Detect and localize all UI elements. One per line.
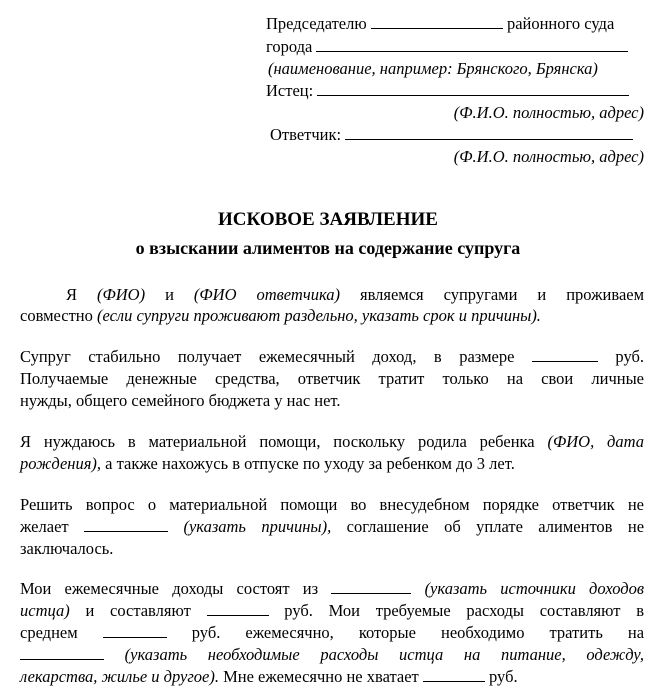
p5-line-3: среднем руб. ежемесячно, которые необходимо тратить на (20, 623, 645, 642)
p4-line-2: желает (указать причины), соглашение об уплате алиментов не (20, 517, 645, 536)
chairman-prefix: Председателю (266, 14, 367, 33)
p5-line-5: лекарства, жилье и другое). Мне ежемесячно не хватает руб. (20, 667, 518, 686)
p2-line-2: Получаемые денежные средства, ответчик тратит только на свои личные (20, 369, 644, 388)
p3-line-1: Я нуждаюсь в материальной помощи, поскольку родила ребенка (ФИО, дата (20, 432, 645, 451)
p2-line-1: Супруг стабильно получает ежемесячный доход, в размере руб. (20, 347, 645, 366)
income-amount-blank[interactable] (207, 600, 269, 616)
p5-line-2: истца) и составляют руб. Мои требуемые расходы составляют в (20, 601, 645, 620)
court-number-blank[interactable] (371, 13, 503, 29)
city-label: города (266, 37, 313, 56)
expenses-list-blank[interactable] (20, 644, 104, 660)
p3-line-2: рождения), а также нахожусь в отпуске по уходу за ребенком до 3 лет. (20, 454, 515, 473)
shortfall-blank[interactable] (423, 666, 485, 682)
reasons-blank[interactable] (84, 516, 168, 532)
city-blank[interactable] (316, 36, 628, 52)
court-suffix: районного суда (506, 14, 615, 33)
p5-line-4: (указать необходимые расходы истца на питание, одежду, (20, 644, 644, 665)
expenses-amount-blank[interactable] (103, 622, 167, 638)
header-plaintiff-line (266, 80, 629, 101)
p4-line-1: Решить вопрос о материальной помощи во внесудебном порядке ответчик не (20, 495, 644, 514)
p2-line-3: нужды, общего семейного бюджета у нас нет. (20, 391, 341, 410)
document-subtitle: о взыскании алиментов на содержание супруга (135, 238, 521, 258)
header-defendant-line (270, 124, 633, 145)
income-sources-blank[interactable] (331, 578, 411, 594)
p4-line-3: заключалось. (20, 539, 114, 558)
header-chairman-line (266, 13, 614, 34)
p5-line-1: Мои ежемесячные доходы состоят из (указать источники доходов (20, 579, 645, 598)
court-hint: (наименование, например: Брянского, Брянска) (268, 59, 598, 78)
p1-line-2: совместно (если супруги проживают раздельно, указать срок и причины). (20, 306, 541, 325)
defendant-label: Ответчик: (270, 125, 342, 144)
plaintiff-blank[interactable] (317, 80, 629, 96)
plaintiff-label: Истец: (266, 81, 314, 100)
defendant-hint: (Ф.И.О. полностью, адрес) (453, 147, 644, 166)
plaintiff-hint: (Ф.И.О. полностью, адрес) (453, 103, 644, 122)
defendant-blank[interactable] (345, 124, 633, 140)
header-city-line (266, 36, 628, 57)
p1-line-1: Я (ФИО) и (ФИО ответчика) являемся супругами и проживаем (66, 285, 645, 304)
income-blank[interactable] (532, 346, 598, 362)
document-title: ИСКОВОЕ ЗАЯВЛЕНИЕ (218, 209, 438, 230)
